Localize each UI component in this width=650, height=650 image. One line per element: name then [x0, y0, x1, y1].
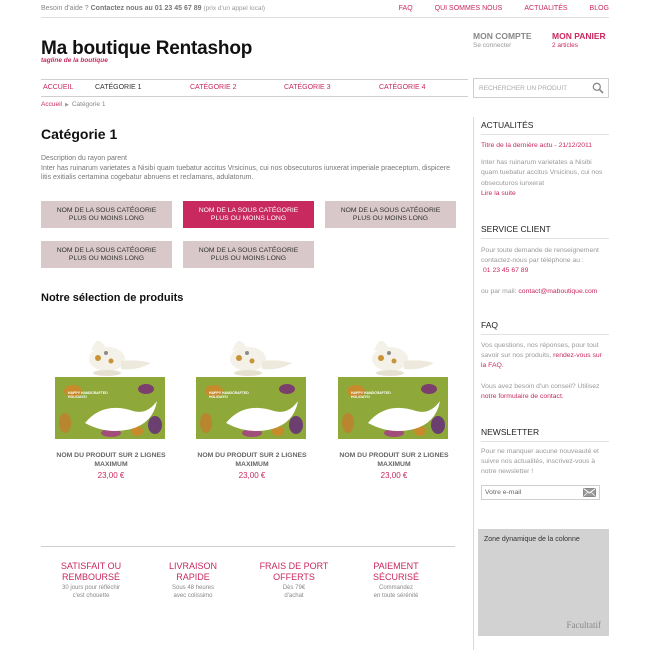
newsletter-email-input[interactable]	[482, 486, 578, 499]
reassurance-title: RAPIDE	[176, 572, 210, 582]
nav-item-category-4[interactable]: CATÉGORIE 4	[379, 84, 426, 91]
service-mail-line	[481, 287, 609, 297]
account-login[interactable]: Se connecter	[473, 42, 512, 49]
dynamic-zone-title: Zone dynamique de la colonne	[484, 536, 580, 543]
help-phone: 01 23 45 67 89	[154, 5, 202, 12]
subcategory-button[interactable]: NOM DE LA SOUS CATÉGORIE PLUS OU MOINS LONG	[41, 201, 172, 228]
top-link-about[interactable]: QUI SOMMES NOUS	[434, 5, 503, 12]
reassurance-payment	[346, 561, 446, 600]
news-item-link[interactable]: Titre de la dernière actu - 21/12/2011	[481, 142, 593, 149]
service-phone[interactable]: 01 23 45 67 89	[483, 267, 529, 275]
reassurance-subtitle: 30 jours pour réfléchir	[61, 585, 121, 591]
help-prefix: Besoin d'aide ?	[41, 5, 89, 12]
subcategory-button[interactable]: NOM DE LA SOUS CATÉGORIE PLUS OU MOINS LONG	[325, 201, 456, 228]
nav-item-home[interactable]: ACCUEIL	[43, 84, 74, 91]
divider	[481, 238, 609, 239]
top-links	[377, 5, 609, 12]
divider	[481, 134, 609, 135]
reassurance-title: SÉCURISÉ	[372, 572, 419, 582]
reassurance-delivery	[143, 561, 243, 600]
nav-item-category-2[interactable]: CATÉGORIE 2	[190, 84, 237, 91]
advice-text-main: Vous avez besoin d'un conseil? Utilisez	[481, 382, 600, 390]
subcategory-button[interactable]: NOM DE LA SOUS CATÉGORIE PLUS OU MOINS LONG	[183, 241, 314, 268]
product-image[interactable]	[334, 331, 454, 443]
my-account[interactable]	[473, 31, 532, 49]
search-box	[473, 78, 609, 98]
description-text: Inter has ruinarum varietates a Nisibi quam tuebatur accitus Vrsicinus, cui nos obsecuturos iunxerat imperiale praeceptum, dispicere litis exitialis certamina cogebatur abnuens et reclamans, adulatorum.	[41, 164, 451, 181]
service-block	[481, 246, 609, 297]
reassurance-bar	[41, 546, 455, 599]
service-text: Pour toute demande de renseignement contactez-nous par téléphone au :	[481, 247, 599, 265]
nav-item-category-3[interactable]: CATÉGORIE 3	[284, 84, 331, 91]
faq-block	[481, 341, 609, 402]
reassurance-title: LIVRAISON	[168, 561, 217, 571]
newsletter-form	[481, 485, 600, 500]
news-text: Inter has ruinarum varietates a Nisibi quam tuebatur accitus Vrsicinus, cui nos obsecuturos iunxerat	[481, 159, 603, 187]
help-contact: Contactez nous au	[90, 5, 153, 12]
sidebar-divider	[473, 117, 474, 650]
news-block	[481, 141, 609, 199]
cart-title[interactable]: MON PANIER	[552, 31, 606, 41]
reassurance-subtitle: Sous 48 heures	[171, 585, 215, 591]
product-box-text: HAPPY HANDCRAFTED HOLIDAYS!	[209, 391, 249, 399]
top-link-faq[interactable]: FAQ	[398, 5, 413, 12]
help-note: (prix d'un appel local)	[203, 5, 266, 12]
help-text	[41, 5, 265, 12]
reassurance-subtitle: Commandez	[378, 585, 413, 591]
divider	[481, 441, 609, 442]
product-image[interactable]	[192, 331, 312, 443]
top-link-blog[interactable]: BLOG	[589, 5, 609, 12]
product-name[interactable]: NOM DU PRODUIT SUR 2 LIGNES MAXIMUM	[56, 452, 166, 468]
product-name[interactable]: NOM DU PRODUIT SUR 2 LIGNES MAXIMUM	[339, 452, 449, 468]
breadcrumb-arrow-icon: ▶	[64, 102, 69, 108]
subcategory-button-active[interactable]: NOM DE LA SOUS CATÉGORIE PLUS OU MOINS LONG	[183, 201, 314, 228]
selection-title: Notre sélection de produits	[41, 292, 184, 304]
account-title[interactable]: MON COMPTE	[473, 31, 532, 41]
advice-text	[481, 382, 609, 402]
reassurance-title: SATISFAIT OU	[60, 561, 122, 571]
news-title: ACTUALITÉS	[481, 120, 534, 130]
reassurance-title: OFFERTS	[273, 572, 315, 582]
divider	[481, 334, 609, 335]
product-box-text: HAPPY HANDCRAFTED HOLIDAYS!	[68, 391, 108, 399]
shop-tagline: tagline de la boutique	[41, 57, 108, 64]
product-price: 23,00 €	[380, 471, 408, 480]
search-icon[interactable]	[592, 82, 604, 94]
service-mail-link[interactable]: contact@maboutique.com	[518, 287, 598, 295]
reassurance-subtitle: c'est chouette	[72, 592, 110, 599]
top-link-news[interactable]: ACTUALITÉS	[524, 5, 568, 12]
product-name[interactable]: NOM DU PRODUIT SUR 2 LIGNES MAXIMUM	[197, 452, 307, 468]
product-price: 23,00 €	[238, 471, 266, 480]
reassurance-shipping	[244, 561, 344, 600]
main-nav	[41, 79, 468, 97]
news-read-more[interactable]: Lire la suite	[481, 189, 516, 197]
breadcrumb-home[interactable]: Accueil	[41, 101, 62, 108]
reassurance-subtitle: Dès 79€	[282, 585, 306, 591]
breadcrumb	[41, 101, 105, 108]
newsletter-text: Pour ne manquer aucune nouveauté et suivre nos actualités, inscrivez-vous à notre newsletter !	[481, 448, 599, 476]
faq-link[interactable]: rendez-vous sur la FAQ.	[481, 352, 602, 370]
reassurance-title: FRAIS DE PORT	[259, 561, 329, 571]
optional-label: Facultatif	[566, 620, 601, 630]
dynamic-zone	[478, 529, 609, 636]
nav-item-category-1[interactable]: CATÉGORIE 1	[95, 84, 142, 91]
product-price: 23,00 €	[97, 471, 125, 480]
faq-text-main: Vos questions, nos réponses, pour tout savoir sur nos produits,	[481, 342, 599, 360]
top-bar	[41, 0, 609, 18]
my-cart[interactable]	[552, 31, 606, 49]
cart-count[interactable]: 2 articles	[552, 42, 579, 49]
newsletter-title: NEWSLETTER	[481, 427, 540, 437]
service-mail-prefix: ou par mail:	[481, 287, 517, 295]
contact-form-link[interactable]: notre formulaire de contact.	[481, 392, 564, 400]
reassurance-title: REMBOURSÉ	[61, 572, 120, 582]
subcategory-button[interactable]: NOM DE LA SOUS CATÉGORIE PLUS OU MOINS LONG	[41, 241, 172, 268]
faq-text	[481, 341, 609, 372]
category-description	[41, 154, 461, 183]
reassurance-subtitle: en toute sérénité	[373, 592, 419, 599]
page-title: Catégorie 1	[41, 126, 118, 142]
product-image[interactable]	[51, 331, 171, 443]
envelope-icon[interactable]	[583, 488, 596, 497]
reassurance-title: PAIEMENT	[373, 561, 419, 571]
shop-logo[interactable]: Ma boutique Rentashop	[41, 38, 253, 59]
search-input[interactable]	[474, 79, 584, 97]
faq-title: FAQ	[481, 320, 499, 330]
breadcrumb-current: Catégorie 1	[71, 101, 106, 108]
description-heading: Description du rayon parent	[41, 155, 127, 162]
reassurance-subtitle: d'achat	[284, 592, 304, 599]
service-title: SERVICE CLIENT	[481, 224, 551, 234]
reassurance-satisfied	[41, 561, 141, 600]
product-box-text: HAPPY HANDCRAFTED HOLIDAYS!	[351, 391, 391, 399]
reassurance-subtitle: avec colissimo	[173, 592, 213, 599]
